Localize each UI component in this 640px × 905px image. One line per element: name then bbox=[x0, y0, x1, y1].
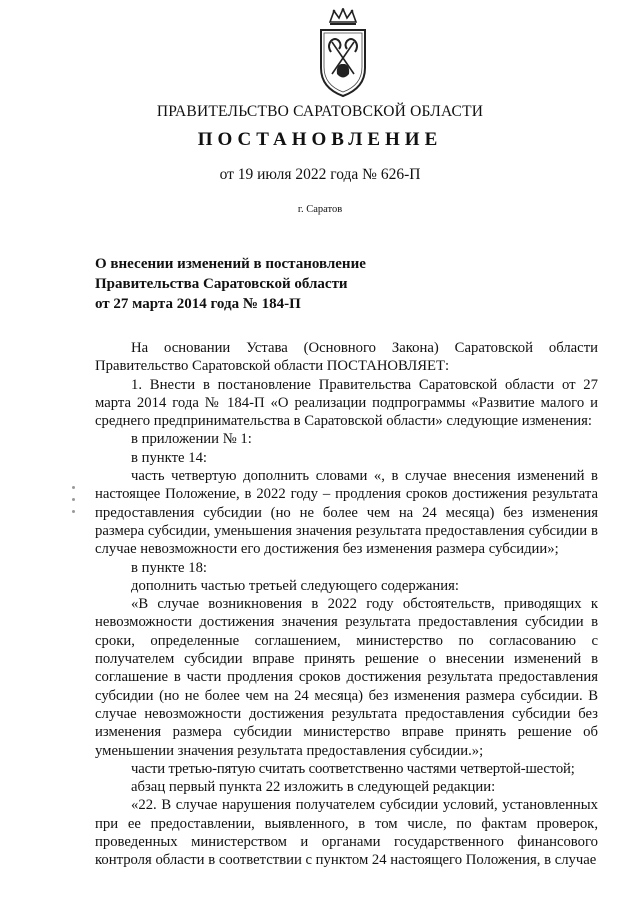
body-paragraph: части третью-пятую считать соответственно частями четвертой-шестой; bbox=[131, 760, 575, 777]
document-body bbox=[95, 339, 598, 870]
body-paragraph: часть четвертую дополнить словами «, в случае внесения изменений в настоящее Положение, в 2022 году – продления сроков достижения результата предоставления субсидии (но не более чем на 24 месяца) без изменения размера субсидии, уменьшения значения результата предоставления субсидии в случае невозможности его достижения без изменения размера субсидии»; bbox=[95, 468, 598, 558]
saratov-coat-of-arms-icon bbox=[318, 8, 368, 98]
subject-line: О внесении изменений в постановление bbox=[95, 256, 366, 272]
subject-line: от 27 марта 2014 года № 184-П bbox=[95, 296, 301, 312]
body-paragraph: дополнить частью третьей следующего содержания: bbox=[131, 577, 459, 594]
margin-mark bbox=[72, 486, 75, 489]
body-paragraph: 1. Внести в постановление Правительства Саратовской области от 27 марта 2014 года № 184-П «О реализации подпрограммы «Развитие малого и среднего предпринимательства в Саратовской области» следующие изменения: bbox=[95, 376, 598, 430]
subject-line: Правительства Саратовской области bbox=[95, 276, 348, 292]
body-paragraph: в пункте 18: bbox=[131, 559, 207, 576]
organization-name: ПРАВИТЕЛЬСТВО САРАТОВСКОЙ ОБЛАСТИ bbox=[156, 103, 484, 120]
document-type-title: ПОСТАНОВЛЕНИЕ bbox=[197, 129, 443, 150]
body-paragraph: в пункте 14: bbox=[131, 449, 207, 466]
body-paragraph: «22. В случае нарушения получателем субсидии условий, установленных при ее предоставлении, выявленного, в том числе, по фактам проверок, проведенных министерством и органами государственного финансового контроля области в соответствии с пунктом 24 настоящего Положения, в случае bbox=[95, 797, 598, 869]
body-paragraph: абзац первый пункта 22 изложить в следующей редакции: bbox=[131, 779, 496, 796]
document-city: г. Саратов bbox=[297, 204, 343, 215]
body-paragraph: На основании Устава (Основного Закона) Саратовской области Правительство Саратовской области ПОСТАНОВЛЯЕТ: bbox=[95, 340, 598, 375]
margin-mark bbox=[72, 498, 75, 501]
margin-mark bbox=[72, 510, 75, 513]
document-subject bbox=[95, 254, 366, 314]
body-paragraph: «В случае возникновения в 2022 году обстоятельств, приводящих к невозможности достижения значения результата предоставления субсидии в сроки, определенные соглашением, министерство по согласованию с получателем субсидии вправе принять решение о внесении изменений в соглашение в части продления сроков достижения результата предоставления субсидии (но не более чем на 24 месяца) без изменения размера субсидии. В случае невозможности достижения результата предоставления субсидии без изменения размера субсидии министерство вправе принять решение об уменьшении значения результата предоставления субсидии.»; bbox=[95, 596, 598, 759]
document-date-number: от 19 июля 2022 года № 626-П bbox=[219, 166, 421, 183]
body-paragraph: в приложении № 1: bbox=[131, 431, 252, 448]
